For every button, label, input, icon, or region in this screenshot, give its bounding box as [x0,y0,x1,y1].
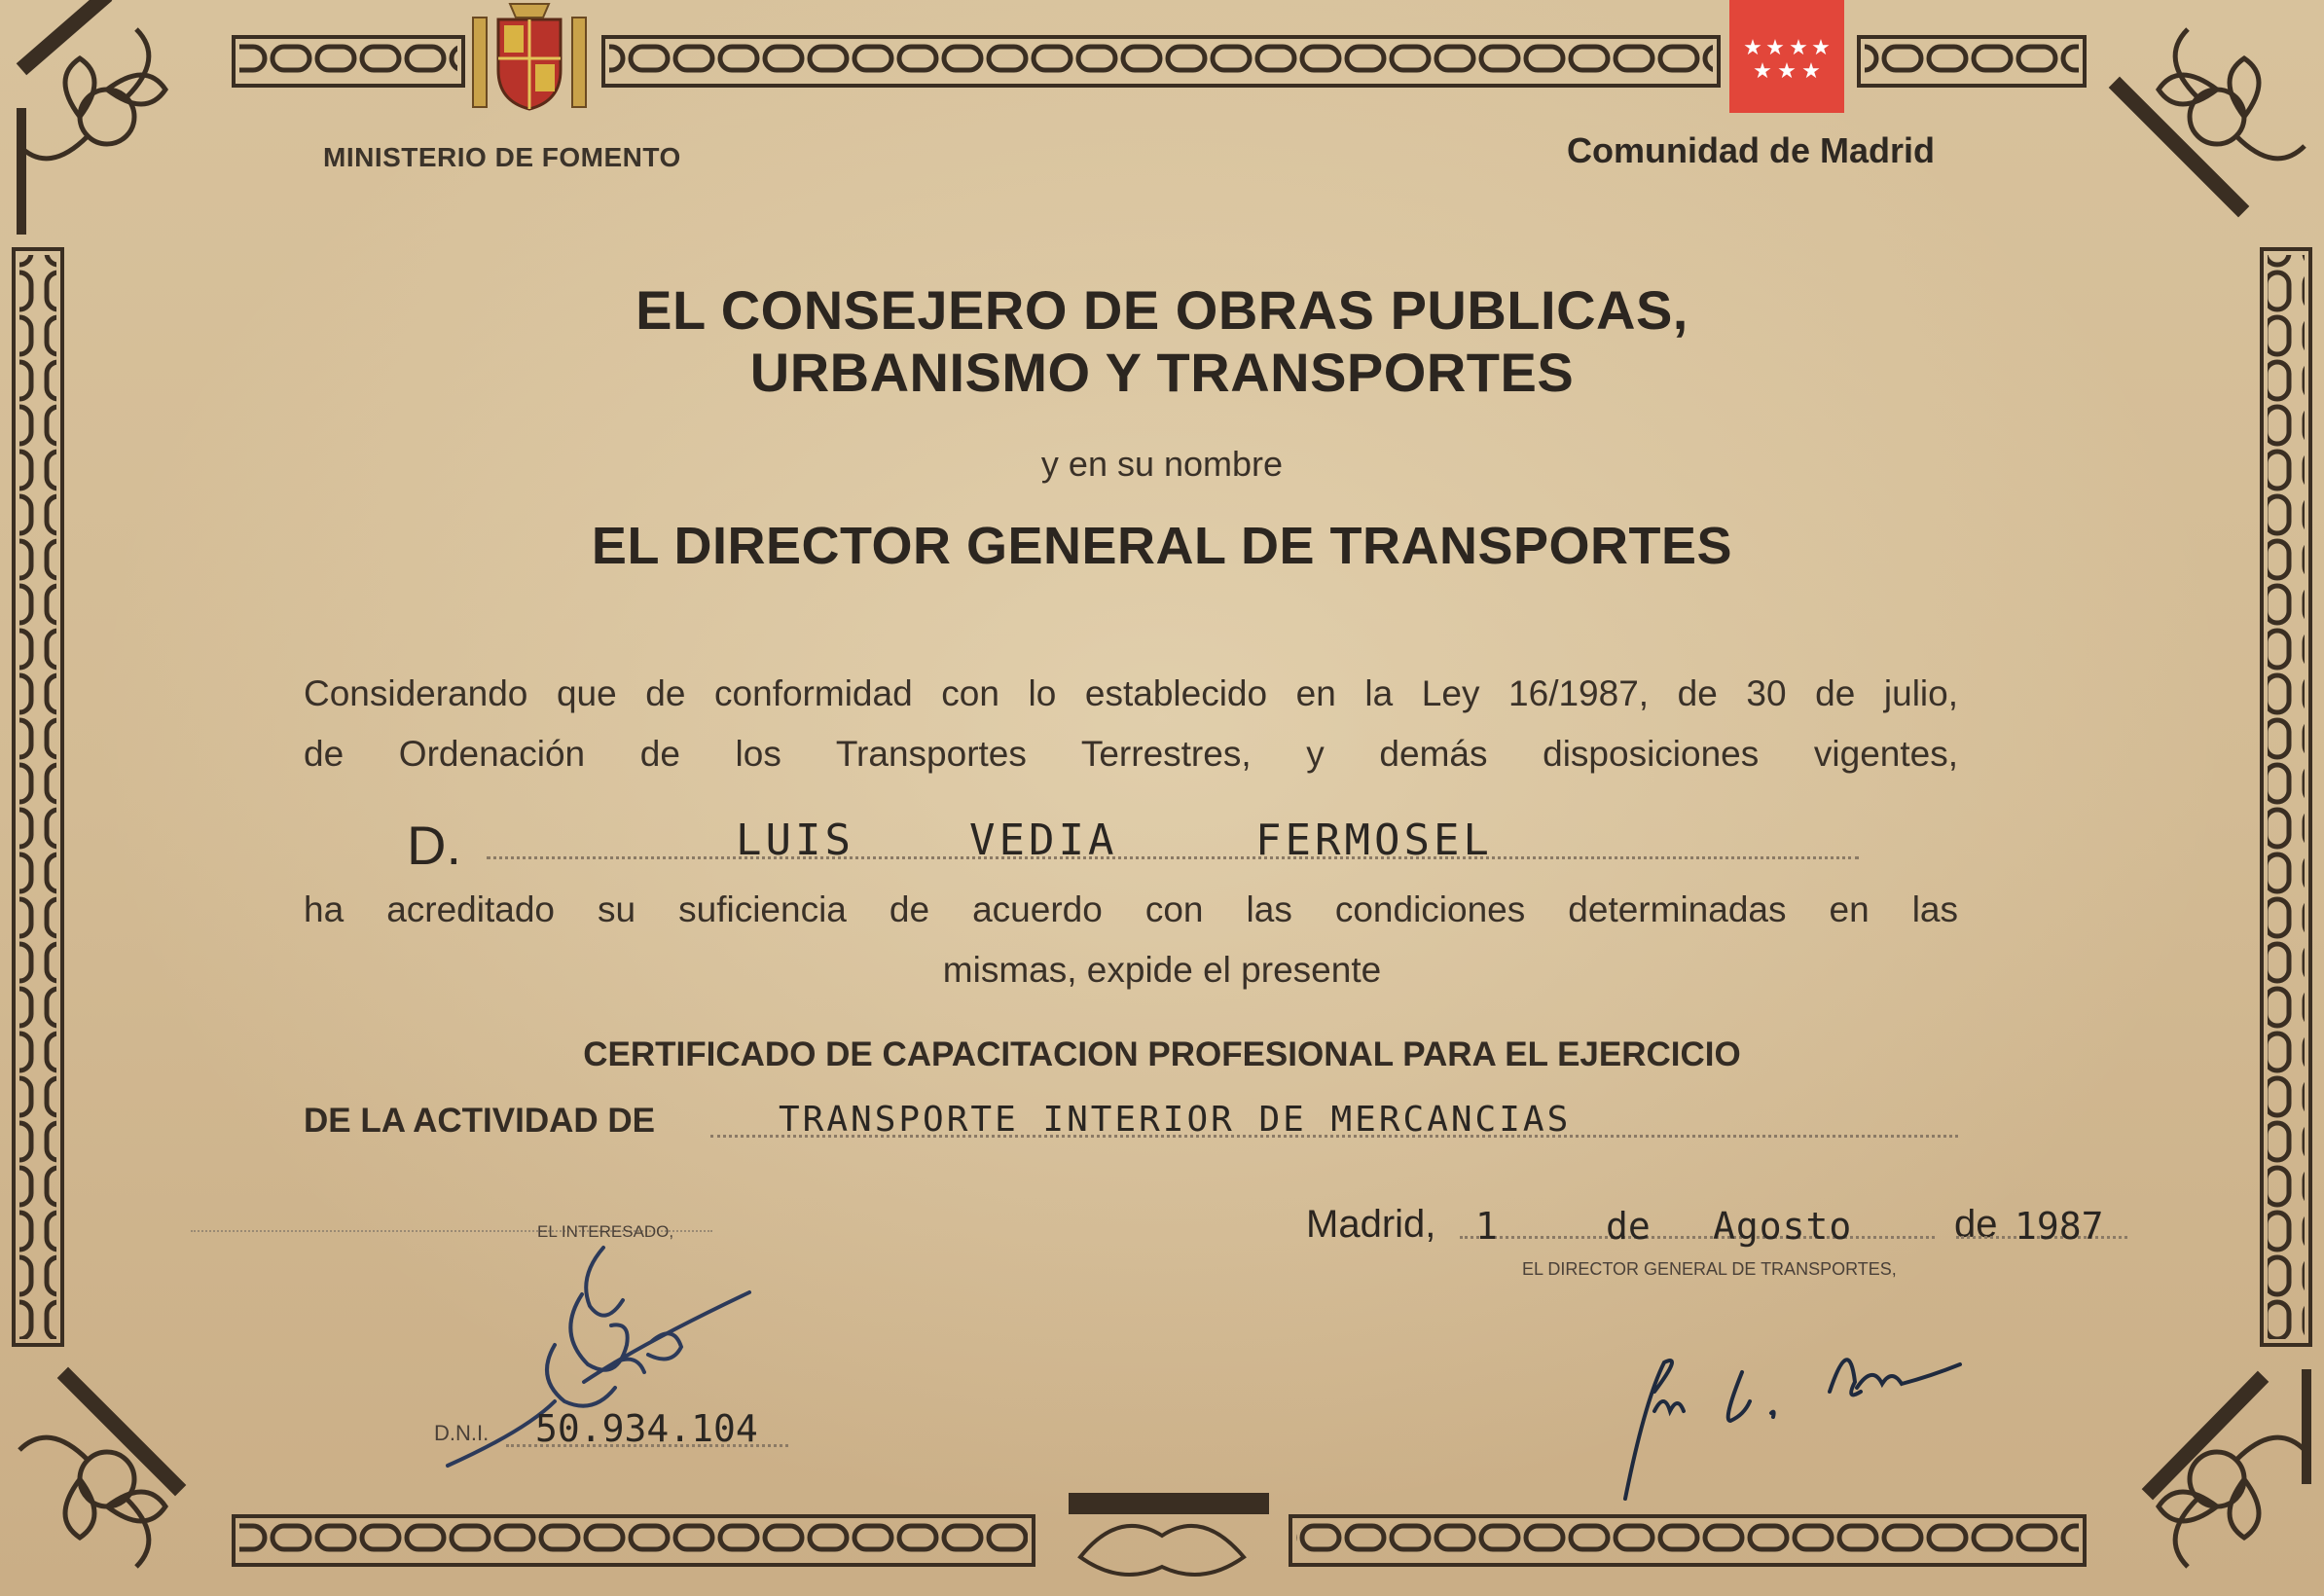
svg-text:★: ★ [1765,36,1785,60]
body-line-2: de Ordenación de los Transportes Terrestres, y demás disposiciones vigentes, [304,734,1958,774]
director-signature [1616,1333,2005,1508]
dni-dotted-line [506,1444,788,1447]
holder-surname-1: VEDIA [969,816,1118,865]
activity-label: DE LA ACTIVIDAD DE [304,1102,656,1140]
holder-first-name: LUIS [736,816,854,865]
name-prefix: D. [407,815,461,876]
svg-text:★: ★ [1789,36,1808,60]
name-dotted-line [487,856,1859,859]
right-border-chain [2262,249,2310,1345]
svg-text:★: ★ [1753,59,1772,84]
activity-value: TRANSPORTE INTERIOR DE MERCANCIAS [779,1100,1572,1140]
left-border-chain [14,249,62,1345]
heading-line2: URBANISMO Y TRANSPORTES [749,342,1575,403]
date-dotted-line [1460,1236,1935,1239]
holder-surname-2: FERMOSEL [1255,816,1493,865]
date-year: 1987 [2015,1205,2104,1248]
body-line-4: ha acreditado su suficiencia de acuerdo con las condiciones determinadas en las [304,889,1958,929]
certificate-title: CERTIFICADO DE CAPACITACION PROFESIONAL PARA EL EJERCICIO [583,1035,1741,1073]
madrid-flag-icon [1729,0,1844,113]
director-title: EL DIRECTOR GENERAL DE TRANSPORTES [591,517,1733,575]
community-label: Comunidad de Madrid [1567,130,1935,170]
dni-value: 50.934.104 [535,1407,758,1450]
director-signature-label: EL DIRECTOR GENERAL DE TRANSPORTES, [1522,1259,1897,1279]
svg-text:★: ★ [1801,59,1821,84]
date-day: 1 [1475,1205,1498,1248]
interesado-label: EL INTERESADO, [537,1222,674,1241]
ministry-label: MINISTERIO DE FOMENTO [323,142,681,172]
svg-text:★: ★ [1743,36,1762,60]
heading-line1: EL CONSEJERO DE OBRAS PUBLICAS, [635,279,1689,341]
body-line-5: mismas, expide el presente [942,950,1382,990]
date-month: Agosto [1713,1205,1853,1248]
svg-text:★: ★ [1777,59,1797,84]
svg-text:★: ★ [1811,36,1831,60]
body-line-1: Considerando que de conformidad con lo establecido en la Ley 16/1987, de 30 de julio, [304,673,1958,713]
dni-label: D.N.I. [434,1421,490,1445]
coat-of-arms-icon [465,0,594,113]
heading-subtitle: y en su nombre [1040,444,1284,484]
date-place: Madrid, [1306,1203,1436,1246]
year-prefix: de [1954,1203,1998,1246]
date-de: de [1606,1205,1651,1248]
